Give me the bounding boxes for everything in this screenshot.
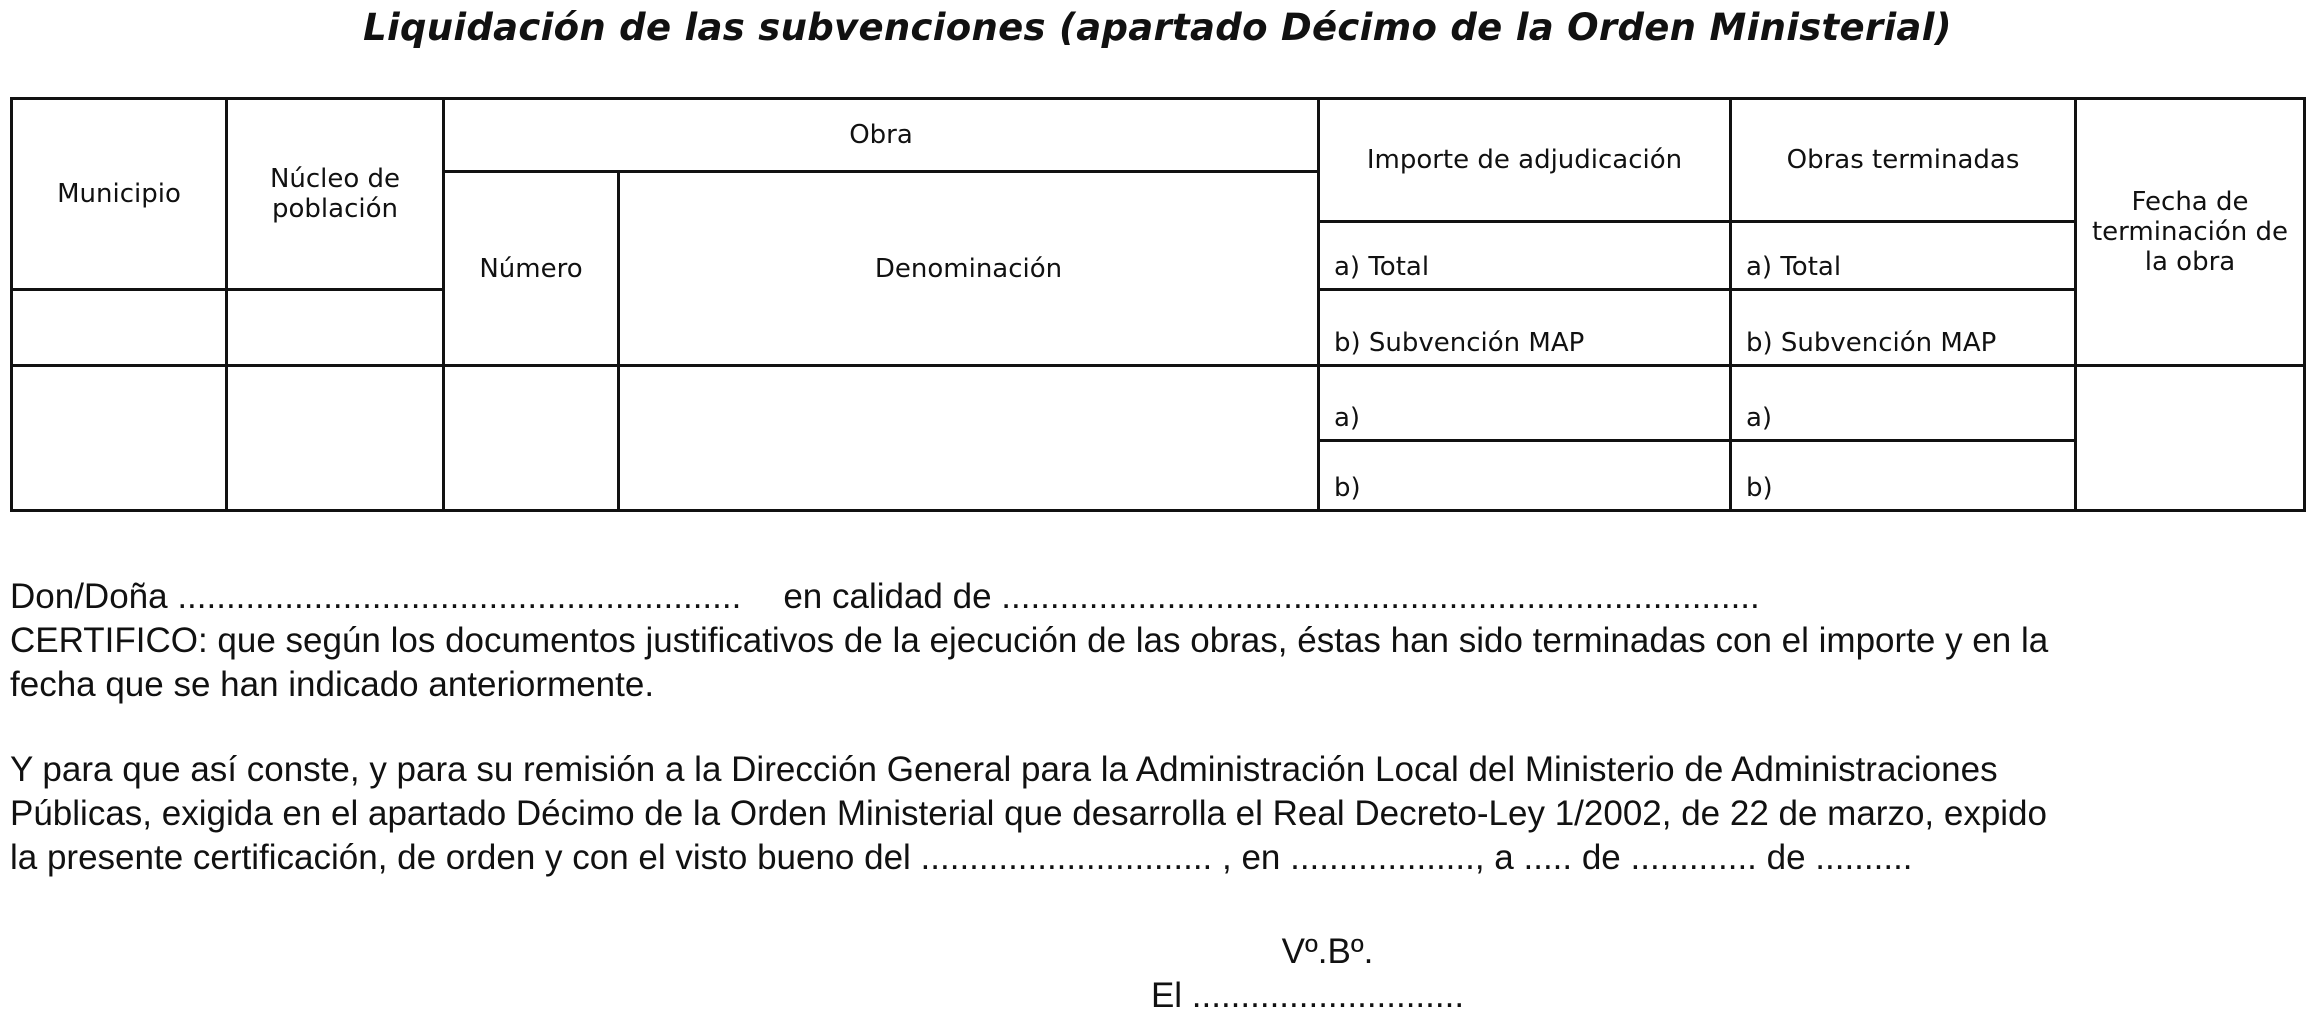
header-fecha-terminacion: Fecha de terminación de la obra: [2076, 99, 2305, 366]
liquidation-table: [10, 97, 2306, 512]
header-terminadas-total: a) Total: [1731, 222, 2076, 290]
closing-paragraph: [10, 748, 2305, 880]
closing-line-1: Y para que así conste, y para su remisión a la Dirección General para la Administración Local del Ministerio de Administraciones: [10, 750, 1998, 789]
document-title: Liquidación de las subvenciones (apartado Décimo de la Orden Ministerial): [363, 6, 1952, 49]
cell-importe-a: a): [1319, 366, 1731, 441]
signature-line: El ............................: [1150, 976, 1465, 1015]
header-importe-total: a) Total: [1319, 222, 1731, 290]
header-importe-adjudicacion: Importe de adjudicación: [1319, 99, 1731, 222]
cell-terminadas-b: b): [1731, 441, 2076, 511]
cell-importe-b: b): [1319, 441, 1731, 511]
header-terminadas-subvencion: b) Subvención MAP: [1731, 290, 2076, 366]
signature-block: [150, 974, 2315, 1018]
cell-municipio: [12, 366, 227, 511]
header-spacer-municipio: [12, 290, 227, 366]
en-calidad-de-field: en calidad de ..............................................................................: [783, 577, 1760, 616]
header-denominacion: Denominación: [619, 172, 1319, 366]
header-spacer-nucleo: [227, 290, 444, 366]
cell-fecha: [2076, 366, 2305, 511]
cell-terminadas-a: a): [1731, 366, 2076, 441]
header-nucleo-poblacion: Núcleo de población: [227, 99, 444, 290]
cell-denominacion: [619, 366, 1319, 511]
certification-block: [10, 575, 2305, 707]
certifico-line: CERTIFICO: que según los documentos justificativos de la ejecución de las obras, éstas han sido terminadas con el importe y en la: [10, 621, 2049, 660]
closing-line-2: Públicas, exigida en el apartado Décimo de la Orden Ministerial que desarrolla el Real Decreto-Ley 1/2002, de 22 de marzo, expido: [10, 794, 2047, 833]
header-obras-terminadas: Obras terminadas: [1731, 99, 2076, 222]
visto-bueno-block: [170, 930, 2315, 974]
cell-numero: [444, 366, 619, 511]
header-importe-subvencion: b) Subvención MAP: [1319, 290, 1731, 366]
don-dona-field: Don/Doña ..........................................................: [10, 577, 742, 616]
cell-nucleo: [227, 366, 444, 511]
header-numero: Número: [444, 172, 619, 366]
visto-bueno-label: Vº.Bº.: [1281, 932, 1374, 971]
header-obra: Obra: [444, 99, 1319, 172]
closing-line-3: la presente certificación, de orden y con el visto bueno del .............................. , en ..................., a ..... de ............. de ..........: [10, 838, 1913, 877]
header-municipio: Municipio: [12, 99, 227, 290]
don-dona-line: [10, 575, 2305, 619]
certifico-continuation: fecha que se han indicado anteriormente.: [10, 665, 655, 704]
